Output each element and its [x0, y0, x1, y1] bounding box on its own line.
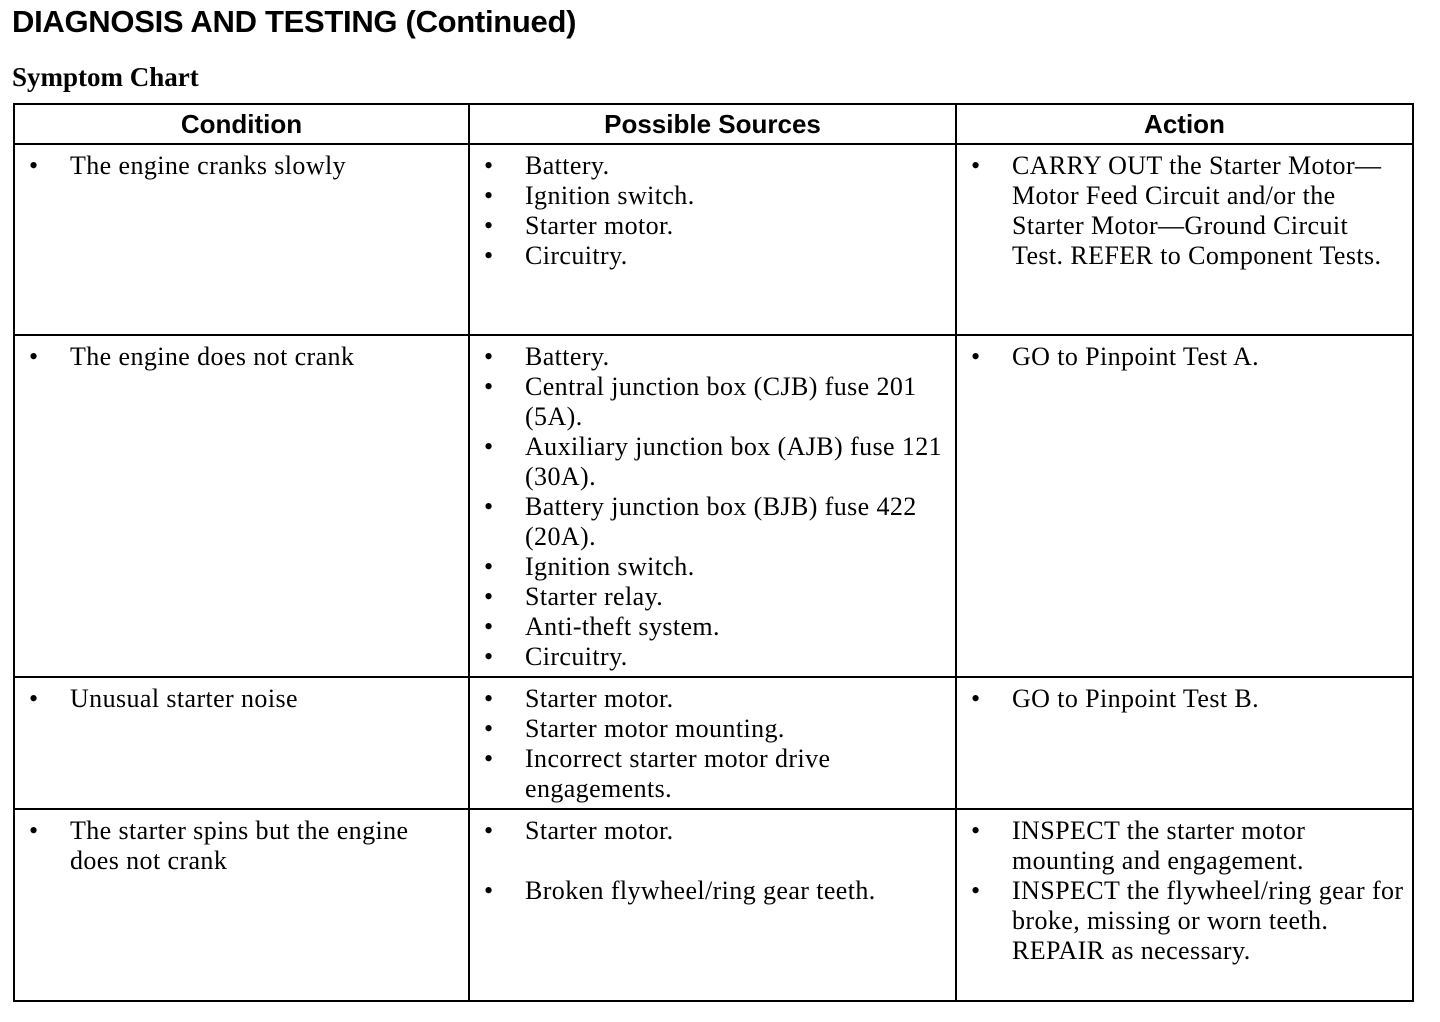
sources-cell [469, 677, 956, 809]
source-item: • Starter motor mounting. [484, 714, 947, 744]
condition-item: • The engine cranks slowly [29, 151, 460, 181]
table-header-row [14, 104, 1413, 144]
source-item: • Ignition switch. [484, 181, 947, 211]
table-row [14, 144, 1413, 335]
sources-cell [469, 335, 956, 677]
action-item: • CARRY OUT the Starter Motor—Motor Feed Circuit and/or the Starter Motor—Ground Circuit Test. REFER to Component Tests. [971, 151, 1404, 271]
column-header-condition: Condition [14, 104, 469, 144]
source-item: • Central junction box (CJB) fuse 201 (5A). [484, 372, 947, 432]
action-cell [956, 335, 1413, 677]
symptom-chart-table [13, 103, 1414, 1002]
source-item: • Broken flywheel/ring gear teeth. [484, 876, 947, 906]
action-item: • INSPECT the flywheel/ring gear for broke, missing or worn teeth. REPAIR as necessary. [971, 876, 1404, 966]
condition-cell [14, 677, 469, 809]
source-item: • Circuitry. [484, 241, 947, 271]
condition-cell [14, 809, 469, 1001]
source-item: • Anti-theft system. [484, 612, 947, 642]
source-item: • Incorrect starter motor drive engagements. [484, 744, 947, 804]
action-cell [956, 809, 1413, 1001]
source-item: • Starter motor. [484, 816, 947, 846]
source-item: • Circuitry. [484, 642, 947, 672]
sources-cell [469, 809, 956, 1001]
condition-item: • Unusual starter noise [29, 684, 460, 714]
source-item: • Battery junction box (BJB) fuse 422 (20A). [484, 492, 947, 552]
column-header-action: Action [956, 104, 1413, 144]
source-item: • Battery. [484, 342, 947, 372]
source-item: • Ignition switch. [484, 552, 947, 582]
table-row [14, 809, 1413, 1001]
condition-cell [14, 335, 469, 677]
sources-cell [469, 144, 956, 335]
condition-item: • The starter spins but the engine does not crank [29, 816, 460, 876]
table-row [14, 677, 1413, 809]
condition-item: • The engine does not crank [29, 342, 460, 372]
source-item: • Starter relay. [484, 582, 947, 612]
table-row [14, 335, 1413, 677]
column-header-possible-sources: Possible Sources [469, 104, 956, 144]
action-item: • GO to Pinpoint Test A. [971, 342, 1404, 372]
condition-cell [14, 144, 469, 335]
source-item: • Battery. [484, 151, 947, 181]
action-item: • GO to Pinpoint Test B. [971, 684, 1404, 714]
action-item: • INSPECT the starter motor mounting and engagement. [971, 816, 1404, 876]
action-cell [956, 144, 1413, 335]
section-title: Symptom Chart [12, 62, 199, 92]
page-heading: DIAGNOSIS AND TESTING (Continued) [12, 4, 577, 39]
source-item: • Auxiliary junction box (AJB) fuse 121 (30A). [484, 432, 947, 492]
source-item: • Starter motor. [484, 211, 947, 241]
source-item: • Starter motor. [484, 684, 947, 714]
action-cell [956, 677, 1413, 809]
